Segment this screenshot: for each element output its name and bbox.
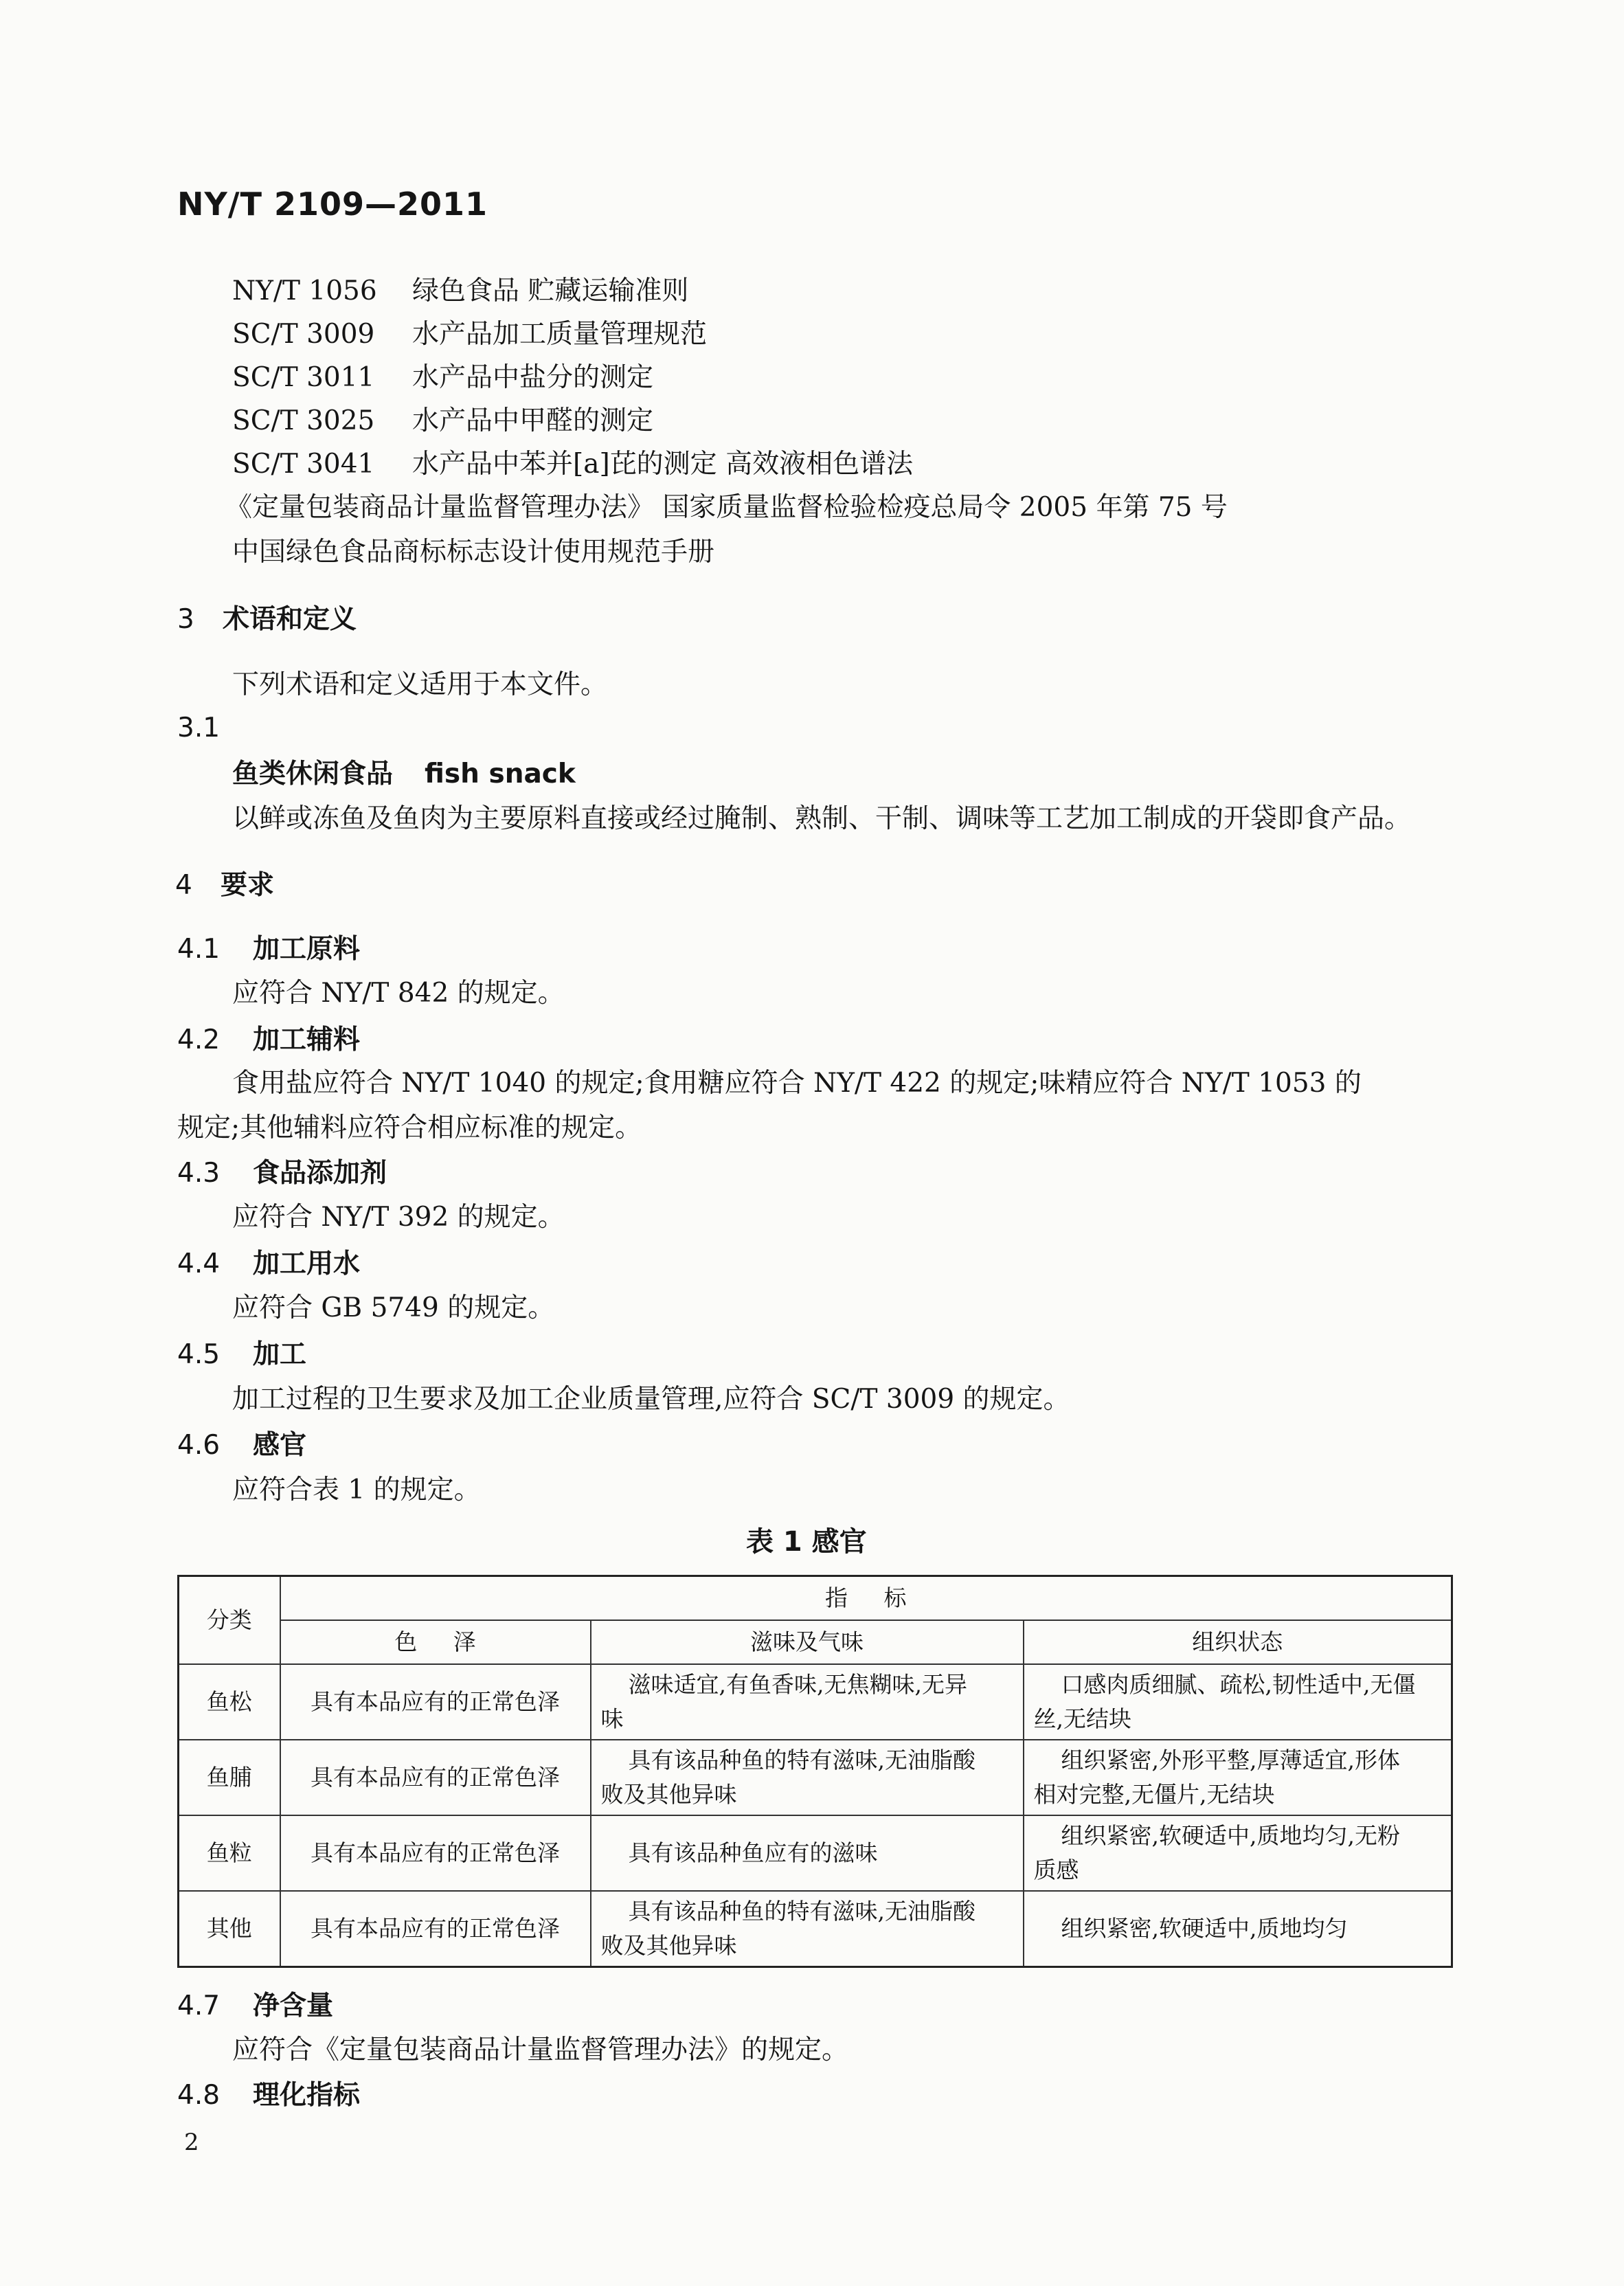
header-texture: 组织状态 — [1024, 1620, 1452, 1664]
cell-line: 具有该品种鱼的特有滋味,无油脂酸 — [628, 1897, 975, 1925]
clause-heading — [177, 1018, 360, 1057]
row-taste — [591, 1815, 1024, 1891]
clause-title: 加工原料 — [253, 934, 361, 965]
section-heading-4 — [175, 864, 274, 902]
cell-line: 败及其他异味 — [600, 1931, 737, 1959]
reference-title: 绿色食品 贮藏运输准则 — [412, 276, 689, 306]
row-taste — [591, 1740, 1024, 1815]
row-texture — [1024, 1891, 1452, 1967]
cell-line: 具有该品种鱼的特有滋味,无油脂酸 — [628, 1746, 975, 1773]
clause-number: 4.7 — [177, 1991, 221, 2021]
clause-heading — [177, 2074, 360, 2112]
row-category: 鱼粒 — [179, 1815, 280, 1891]
clause-number: 4.1 — [177, 934, 221, 965]
cell-line: 组织紧密,软硬适中,质地均匀 — [1061, 1914, 1348, 1942]
table-row — [179, 1740, 1452, 1815]
header-category: 分类 — [179, 1576, 280, 1664]
clause-number: 4.6 — [177, 1430, 221, 1461]
reference-title: 水产品中甲醛的测定 — [412, 405, 654, 436]
section-heading-3 — [177, 598, 357, 636]
section-number: 4 — [175, 870, 192, 901]
row-category: 鱼脯 — [179, 1740, 280, 1815]
term-english: fish snack — [425, 759, 576, 789]
clause-title: 加工辅料 — [253, 1024, 361, 1055]
clause-number: 4.2 — [177, 1024, 221, 1055]
row-category: 其他 — [179, 1891, 280, 1967]
clause-heading — [177, 1424, 306, 1462]
cell-line: 组织紧密,软硬适中,质地均匀,无粉 — [1061, 1822, 1400, 1849]
table-subheader-row — [179, 1620, 1452, 1664]
reference-code: SC/T 3025 — [232, 405, 375, 436]
reference-code: SC/T 3041 — [232, 449, 375, 480]
clause-title: 净含量 — [253, 1991, 334, 2021]
section-number: 3 — [177, 604, 194, 635]
clause-heading — [177, 1984, 333, 2023]
clause-text: 应符合表 1 的规定。 — [232, 1475, 481, 1505]
clause-title: 食品添加剂 — [253, 1158, 387, 1189]
standard-code: NY/T 2109—2011 — [177, 186, 488, 223]
term-definition: 以鲜或冻鱼及鱼肉为主要原料直接或经过腌制、熟制、干制、调味等工艺加工制成的开袋即食产品。 — [232, 803, 1412, 834]
row-taste — [591, 1891, 1024, 1967]
cell-line: 组织紧密,外形平整,厚薄适宜,形体 — [1061, 1746, 1400, 1773]
clause-title: 加工用水 — [253, 1248, 361, 1279]
row-category: 鱼松 — [179, 1664, 280, 1740]
clause-heading — [177, 1152, 387, 1190]
row-color: 具有本品应有的正常色泽 — [280, 1891, 591, 1967]
row-texture — [1024, 1815, 1452, 1891]
header-color: 色 泽 — [280, 1620, 591, 1664]
reference-regulation: 《定量包装商品计量监督管理办法》 国家质量监督检验检疫总局令 2005 年第 75 号 — [225, 492, 1228, 523]
row-color: 具有本品应有的正常色泽 — [280, 1740, 591, 1815]
clause-heading — [177, 928, 360, 966]
clause-title: 加工 — [253, 1339, 307, 1370]
cell-line: 相对完整,无僵片,无结块 — [1033, 1780, 1275, 1808]
clause-number: 3.1 — [177, 713, 221, 743]
row-color: 具有本品应有的正常色泽 — [280, 1815, 591, 1891]
reference-title: 水产品加工质量管理规范 — [412, 319, 708, 350]
clause-heading — [177, 1242, 360, 1281]
table-row — [179, 1664, 1452, 1740]
reference-item — [232, 442, 913, 481]
header-indicator: 指 标 — [280, 1576, 1452, 1620]
clause-text: 应符合 NY/T 842 的规定。 — [232, 978, 565, 1009]
section-intro: 下列术语和定义适用于本文件。 — [232, 669, 608, 700]
page-number: 2 — [184, 2129, 199, 2156]
clause-number: 4.4 — [177, 1248, 221, 1279]
cell-line: 味 — [600, 1705, 624, 1732]
section-title: 要求 — [221, 870, 275, 901]
table-caption: 表 1 感官 — [746, 1526, 867, 1558]
reference-item — [232, 269, 688, 308]
reference-code: NY/T 1056 — [232, 276, 377, 306]
clause-text-continued: 规定;其他辅料应符合相应标准的规定。 — [177, 1112, 642, 1143]
sensory-table — [177, 1575, 1453, 1968]
header-taste: 滋味及气味 — [591, 1620, 1024, 1664]
reference-item — [232, 356, 653, 394]
reference-title: 水产品中苯并[a]芘的测定 高效液相色谱法 — [412, 449, 914, 480]
row-taste — [591, 1664, 1024, 1740]
term-name: 鱼类休闲食品 — [232, 759, 394, 789]
row-texture — [1024, 1740, 1452, 1815]
clause-text: 加工过程的卫生要求及加工企业质量管理,应符合 SC/T 3009 的规定。 — [232, 1384, 1070, 1415]
reference-item — [232, 399, 653, 438]
cell-line: 口感肉质细腻、疏松,韧性适中,无僵 — [1061, 1670, 1416, 1698]
clause-title: 感官 — [253, 1430, 307, 1461]
term-entry — [232, 752, 576, 791]
clause-number: 4.3 — [177, 1158, 221, 1189]
clause-number: 4.5 — [177, 1339, 221, 1370]
reference-manual: 中国绿色食品商标标志设计使用规范手册 — [232, 537, 715, 568]
reference-code: SC/T 3009 — [232, 319, 375, 350]
reference-code: SC/T 3011 — [232, 362, 375, 393]
clause-text: 应符合 GB 5749 的规定。 — [232, 1292, 555, 1323]
reference-item — [232, 313, 707, 351]
reference-title: 水产品中盐分的测定 — [412, 362, 654, 393]
clause-title: 理化指标 — [253, 2080, 361, 2111]
clause-text: 食用盐应符合 NY/T 1040 的规定;食用糖应符合 NY/T 422 的规定;味精应符合 NY/T 1053 的 — [232, 1068, 1362, 1099]
table-row — [179, 1815, 1452, 1891]
clause-heading — [177, 1333, 306, 1371]
table-row — [179, 1891, 1452, 1967]
clause-number: 4.8 — [177, 2080, 221, 2111]
row-color: 具有本品应有的正常色泽 — [280, 1664, 591, 1740]
clause-text: 应符合《定量包装商品计量监督管理办法》的规定。 — [232, 2035, 849, 2065]
cell-line: 质感 — [1033, 1856, 1079, 1883]
section-title: 术语和定义 — [223, 604, 357, 635]
cell-line: 滋味适宜,有鱼香味,无焦糊味,无异 — [628, 1670, 967, 1698]
row-texture — [1024, 1664, 1452, 1740]
cell-line: 败及其他异味 — [600, 1780, 737, 1808]
clause-text: 应符合 NY/T 392 的规定。 — [232, 1202, 565, 1233]
table-header-row — [179, 1576, 1452, 1620]
cell-line: 具有该品种鱼应有的滋味 — [628, 1839, 878, 1866]
cell-line: 丝,无结块 — [1033, 1705, 1131, 1732]
